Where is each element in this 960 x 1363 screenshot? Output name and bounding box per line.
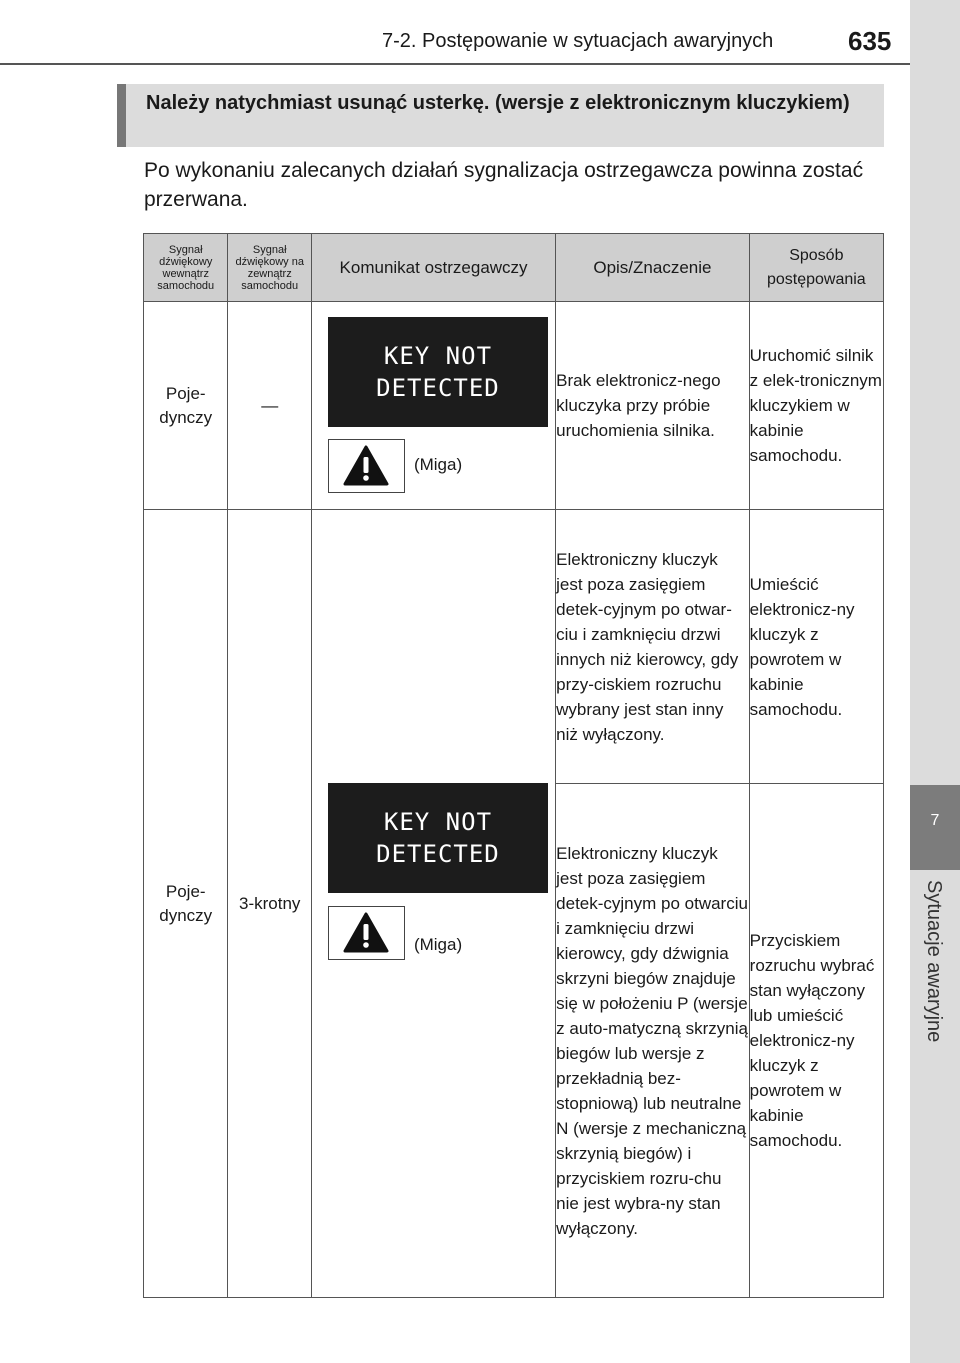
row1-description: Brak elektronicz-nego kluczyka przy próbie uruchomienia silnika. — [556, 302, 750, 510]
warning-table — [143, 233, 884, 1298]
header-inside-signal: Sygnał dźwiękowy wewnątrz samochodu — [144, 234, 228, 302]
display-line2: DETECTED — [376, 840, 500, 868]
page-number: 635 — [848, 26, 892, 56]
row2a-action: Umieścić elektronicz-ny kluczyk z powrotem w kabinie samochodu. — [749, 510, 883, 784]
key-not-detected-display — [328, 317, 548, 427]
row2a-description: Elektroniczny kluczyk jest poza zasięgiem detek-cyjnym po otwar-ciu i zamknięciu drzwi innych niż kierowcy, gdy przy-ciskiem rozruchu wybrany jest stan inny niż wyłączony. — [556, 510, 750, 784]
row2-message-cell — [311, 510, 555, 1298]
key-not-detected-display — [328, 783, 548, 893]
section-heading-box — [117, 84, 884, 147]
table-header-row — [144, 234, 884, 302]
chapter-number: 7 — [930, 812, 940, 829]
section-title: Należy natychmiast usunąć usterkę. (wersje z elektronicznym kluczykiem) — [146, 92, 850, 114]
display-line1: KEY NOT — [383, 342, 493, 370]
row2-inside-signal: Poje-dynczy — [144, 510, 228, 1298]
warning-triangle-icon — [342, 444, 390, 488]
display-line1: KEY NOT — [383, 808, 493, 836]
row1-outside-signal: — — [228, 302, 311, 510]
row2b-description: Elektroniczny kluczyk jest poza zasięgiem detek-cyjnym po otwarciu i zamknięciu drzwi kierowcy, gdy dźwignia skrzyni biegów znajduje się w położeniu P (wersje z auto-matyczną skrzynią biegów lub wersje z przekładnią bez-stopniową) lub neutralne N (wersje z mechaniczną skrzynią biegów) i przyciskiem rozru-chu nie jest wybra-ny stan wyłączony. — [556, 784, 750, 1298]
warning-indicator-box — [328, 439, 405, 493]
warning-indicator-box — [328, 906, 405, 960]
blink-label: (Miga) — [413, 455, 463, 474]
header-action: Sposób postępowania — [749, 234, 883, 302]
side-tab — [910, 0, 960, 1363]
table-row — [144, 302, 884, 510]
warning-triangle-icon — [342, 911, 390, 955]
row2b-action: Przyciskiem rozruchu wybrać stan wyłączony lub umieścić elektronicz-ny kluczyk z powrotem w kabinie samochodu. — [749, 784, 883, 1298]
chapter-label: Sytuacje awaryjne — [923, 880, 945, 1043]
row2-outside-signal: 3-krotny — [228, 510, 311, 1298]
header-title: 7-2. Postępowanie w sytuacjach awaryjnych — [382, 30, 774, 52]
header-message: Komunikat ostrzegawczy — [311, 234, 555, 302]
table-row — [144, 510, 884, 784]
header-description: Opis/Znaczenie — [556, 234, 750, 302]
header-outside-signal: Sygnał dźwiękowy na zewnątrz samochodu — [228, 234, 311, 302]
display-line2: DETECTED — [376, 374, 500, 402]
row1-inside-signal: Poje-dynczy — [144, 302, 228, 510]
blink-label: (Miga) — [413, 935, 463, 954]
intro-paragraph: Po wykonaniu zalecanych działań sygnalizacja ostrzegawcza powinna zostać przerwana. — [144, 159, 864, 211]
row1-action: Uruchomić silnik z elek-tronicznym kluczykiem w kabinie samochodu. — [749, 302, 883, 510]
header-divider — [0, 63, 910, 65]
row1-message-cell — [311, 302, 555, 510]
